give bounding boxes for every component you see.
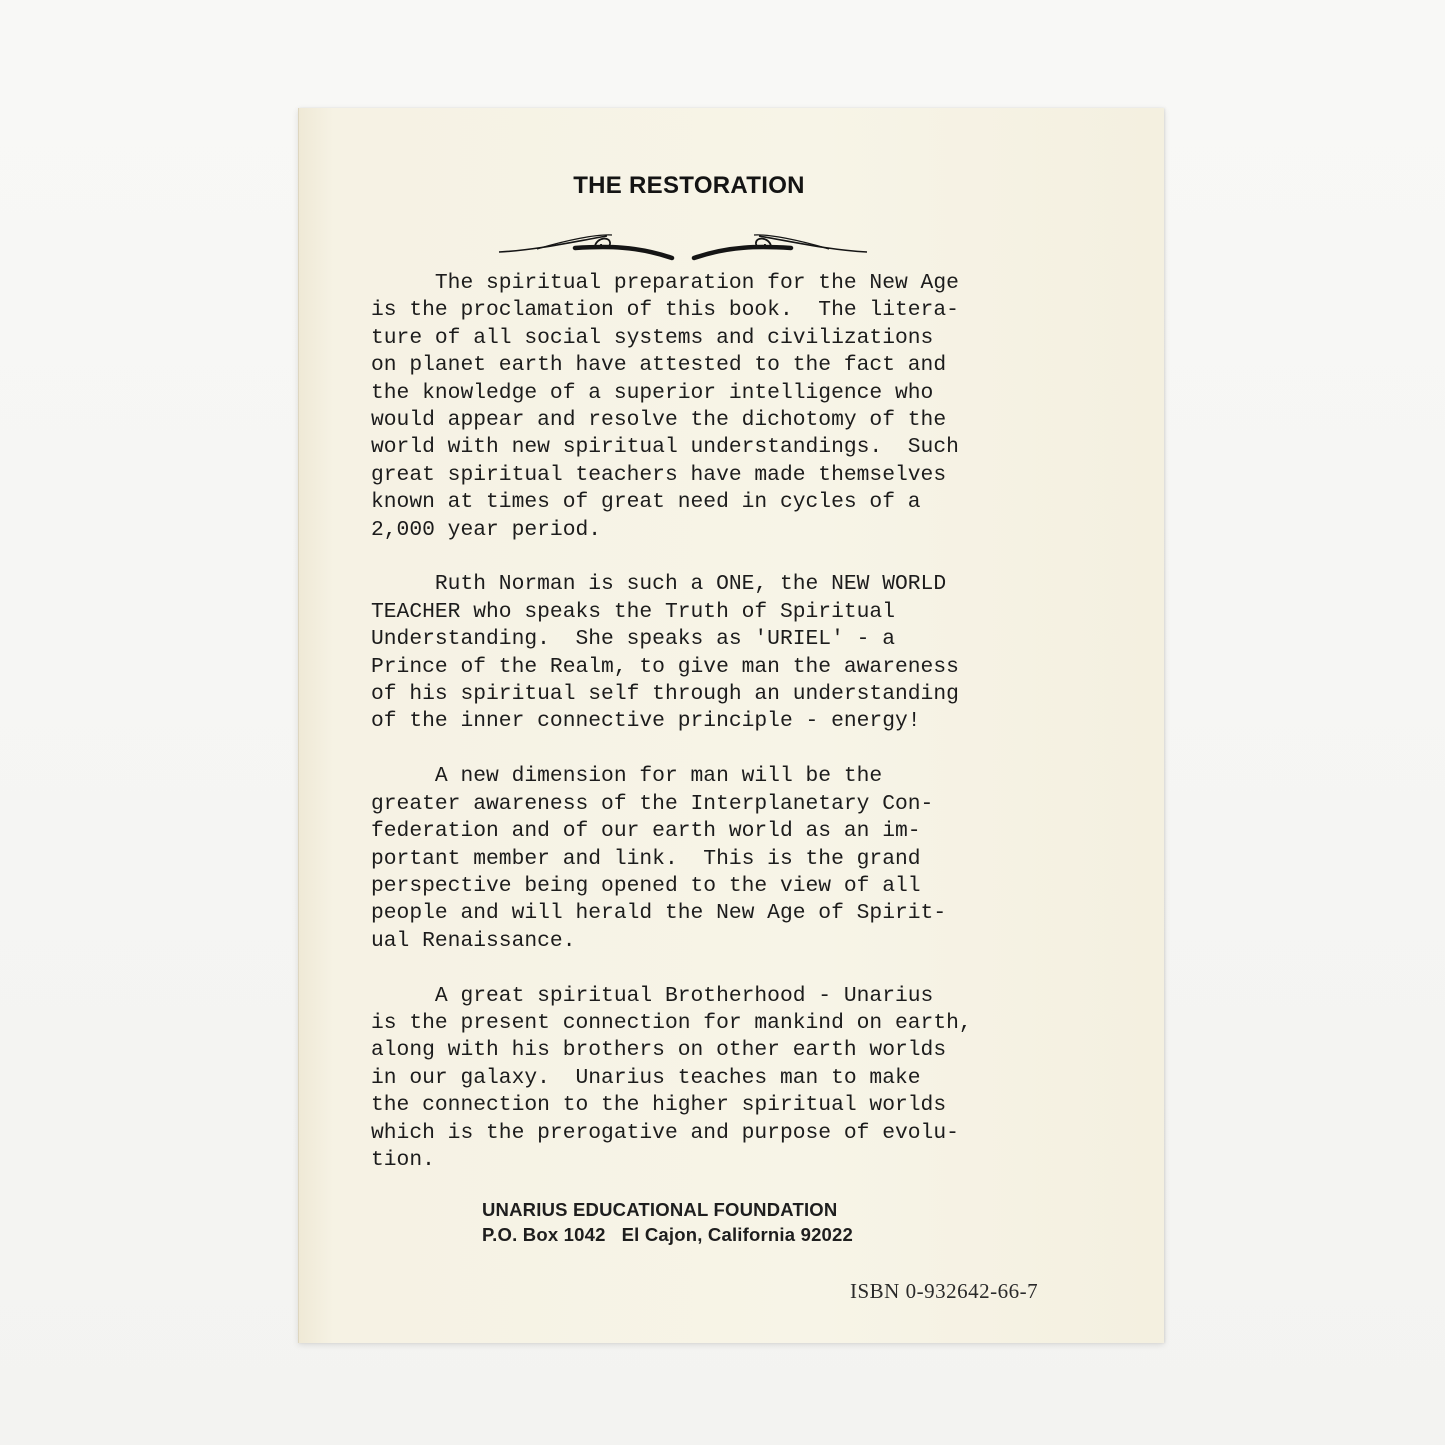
paragraph-new-age [371, 270, 1051, 544]
publisher-address: P.O. Box 1042 El Cajon, California 92022 [482, 1224, 854, 1245]
description-text [371, 270, 1051, 1202]
paragraph-brotherhood [371, 983, 1051, 1175]
text-line: tion. [371, 1147, 435, 1172]
isbn-number: ISBN 0-932642-66-7 [850, 1279, 1039, 1303]
text-line: the knowledge of a superior intelligence who [371, 380, 934, 405]
text-line: ual Renaissance. [371, 928, 576, 953]
publisher-block [482, 1197, 853, 1247]
text-line: people and will herald the New Age of Spirit- [371, 901, 947, 926]
publisher-name: UNARIUS EDUCATIONAL FOUNDATION [482, 1199, 838, 1220]
text-line: along with his brothers on other earth worlds [371, 1038, 947, 1063]
text-line: 2,000 year period. [371, 517, 602, 542]
text-line: which is the prerogative and purpose of evolu- [371, 1120, 959, 1145]
text-line: on planet earth have attested to the fact and [371, 353, 947, 378]
text-line: the connection to the higher spiritual worlds [371, 1093, 947, 1118]
text-line: ture of all social systems and civilizations [371, 325, 934, 350]
text-line: The spiritual preparation for the New Age [371, 271, 959, 295]
text-line: perspective being opened to the view of all [371, 873, 921, 898]
text-line: greater awareness of the Interplanetary Con- [371, 791, 934, 816]
text-line: known at times of great need in cycles of a [371, 490, 921, 515]
text-line: Understanding. She speaks as 'URIEL' - a [371, 627, 895, 652]
text-line: Prince of the Realm, to give man the awareness [371, 654, 959, 679]
paragraph-new-dimension [371, 763, 1051, 955]
book-back-cover [298, 108, 1164, 1343]
text-line: is the present connection for mankind on earth, [371, 1010, 972, 1035]
text-line: Ruth Norman is such a ONE, the NEW WORLD [371, 572, 947, 597]
cover-title: THE RESTORATION [573, 172, 805, 199]
text-line: world with new spiritual understandings. Such [371, 435, 959, 460]
text-line: A great spiritual Brotherhood - Unarius [371, 983, 934, 1008]
text-line: great spiritual teachers have made themselves [371, 462, 947, 487]
text-line: of his spiritual self through an understanding [371, 682, 959, 707]
text-line: is the proclamation of this book. The litera- [371, 298, 959, 323]
text-line: in our galaxy. Unarius teaches man to make [371, 1065, 921, 1090]
text-line: federation and of our earth world as an im- [371, 819, 921, 844]
text-line: of the inner connective principle - energy! [371, 709, 921, 734]
text-line: would appear and resolve the dichotomy of the [371, 408, 947, 433]
flourish-ornament [497, 230, 869, 262]
paragraph-ruth-norman [371, 571, 1051, 735]
text-line: A new dimension for man will be the [371, 764, 883, 789]
text-line: portant member and link. This is the grand [371, 846, 921, 871]
text-line: TEACHER who speaks the Truth of Spiritual [371, 599, 895, 624]
